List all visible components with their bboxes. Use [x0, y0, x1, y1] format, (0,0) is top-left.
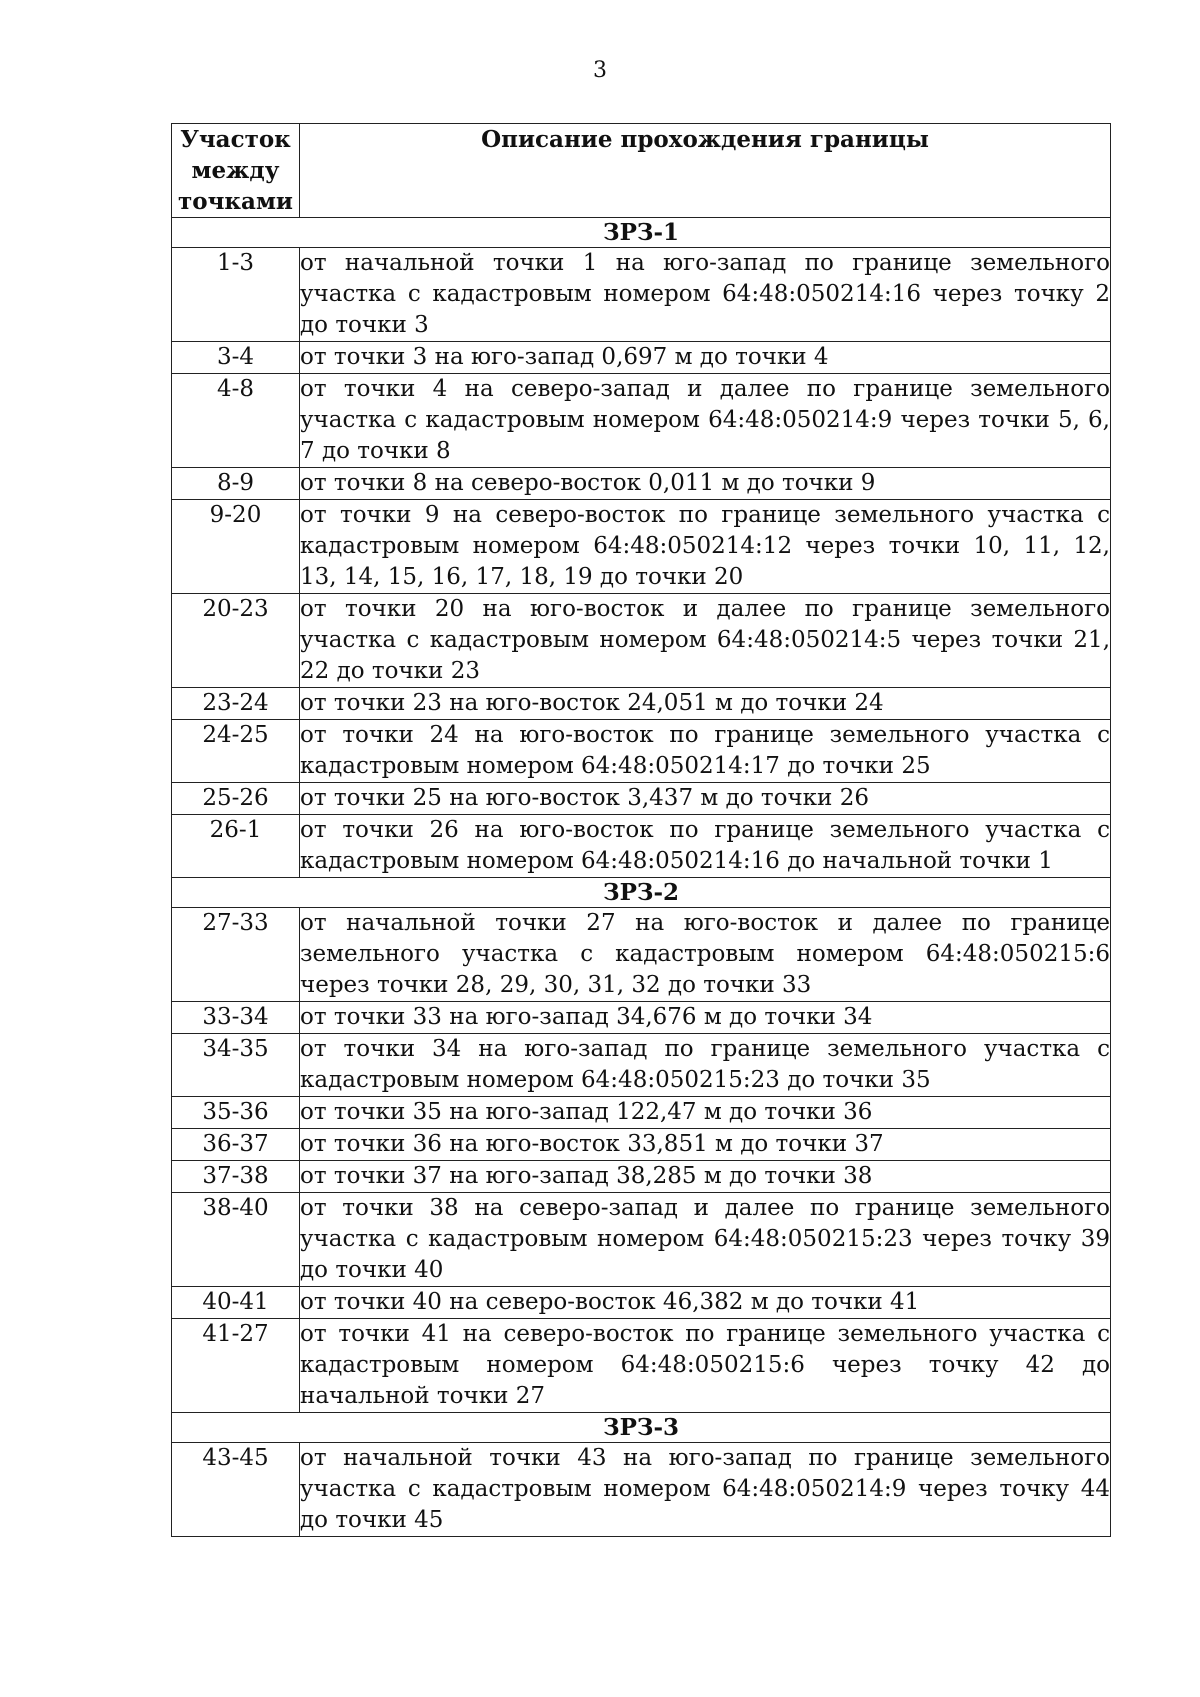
table-row [172, 783, 1111, 815]
segment-cell: 37-38 [172, 1161, 300, 1193]
table-row [172, 1002, 1111, 1034]
table-row [172, 720, 1111, 783]
description-cell: от точки 25 на юго-восток 3,437 м до точки 26 [300, 783, 1111, 815]
description-cell: от точки 8 на северо-восток 0,011 м до точки 9 [300, 468, 1111, 500]
description-cell: от точки 37 на юго-запад 38,285 м до точки 38 [300, 1161, 1111, 1193]
zone-title: ЗРЗ-2 [172, 878, 1111, 908]
table-body [172, 218, 1111, 1537]
description-cell: от точки 20 на юго-восток и далее по границе земельного участка с кадастровым номером 64:48:050214:5 через точки 21, 22 до точки 23 [300, 594, 1111, 688]
table-row [172, 1287, 1111, 1319]
table-row [172, 1443, 1111, 1537]
segment-cell: 27-33 [172, 908, 300, 1002]
description-cell: от точки 35 на юго-запад 122,47 м до точки 36 [300, 1097, 1111, 1129]
table-header-row [172, 124, 1111, 218]
description-cell: от точки 24 на юго-восток по границе земельного участка с кадастровым номером 64:48:050214:17 до точки 25 [300, 720, 1111, 783]
table-row [172, 1161, 1111, 1193]
segment-cell: 38-40 [172, 1193, 300, 1287]
segment-cell: 26-1 [172, 815, 300, 878]
segment-cell: 3-4 [172, 342, 300, 374]
table-row [172, 815, 1111, 878]
description-cell: от точки 33 на юго-запад 34,676 м до точки 34 [300, 1002, 1111, 1034]
table-row [172, 594, 1111, 688]
segment-cell: 34-35 [172, 1034, 300, 1097]
page-number: 3 [593, 58, 607, 83]
description-cell: от точки 41 на северо-восток по границе земельного участка с кадастровым номером 64:48:050215:6 через точку 42 до начальной точки 27 [300, 1319, 1111, 1413]
description-cell: от точки 38 на северо-запад и далее по границе земельного участка с кадастровым номером 64:48:050215:23 через точку 39 до точки 40 [300, 1193, 1111, 1287]
table-row [172, 342, 1111, 374]
description-cell: от точки 9 на северо-восток по границе земельного участка с кадастровым номером 64:48:050214:12 через точки 10, 11, 12, 13, 14, 15, 16, 17, 18, 19 до точки 20 [300, 500, 1111, 594]
table-row [172, 248, 1111, 342]
segment-cell: 35-36 [172, 1097, 300, 1129]
segment-cell: 24-25 [172, 720, 300, 783]
segment-cell: 8-9 [172, 468, 300, 500]
zone-title: ЗРЗ-3 [172, 1413, 1111, 1443]
segment-cell: 4-8 [172, 374, 300, 468]
zone-header-row [172, 218, 1111, 248]
segment-cell: 20-23 [172, 594, 300, 688]
description-cell: от начальной точки 27 на юго-восток и далее по границе земельного участка с кадастровым номером 64:48:050215:6 через точки 28, 29, 30, 31, 32 до точки 33 [300, 908, 1111, 1002]
segment-cell: 9-20 [172, 500, 300, 594]
segment-cell: 1-3 [172, 248, 300, 342]
segment-cell: 25-26 [172, 783, 300, 815]
segment-cell: 33-34 [172, 1002, 300, 1034]
segment-cell: 43-45 [172, 1443, 300, 1537]
table-row [172, 1129, 1111, 1161]
zone-title: ЗРЗ-1 [172, 218, 1111, 248]
table-row [172, 500, 1111, 594]
description-cell: от начальной точки 43 на юго-запад по границе земельного участка с кадастровым номером 64:48:050214:9 через точку 44 до точки 45 [300, 1443, 1111, 1537]
zone-header-row [172, 878, 1111, 908]
description-cell: от точки 36 на юго-восток 33,851 м до точки 37 [300, 1129, 1111, 1161]
table-row [172, 1097, 1111, 1129]
column-header-segment: Участок между точками [172, 124, 300, 218]
segment-cell: 23-24 [172, 688, 300, 720]
table-row [172, 374, 1111, 468]
description-cell: от точки 40 на северо-восток 46,382 м до точки 41 [300, 1287, 1111, 1319]
description-cell: от точки 26 на юго-восток по границе земельного участка с кадастровым номером 64:48:050214:16 до начальной точки 1 [300, 815, 1111, 878]
segment-cell: 40-41 [172, 1287, 300, 1319]
table-row [172, 688, 1111, 720]
table-row [172, 908, 1111, 1002]
description-cell: от начальной точки 1 на юго-запад по границе земельного участка с кадастровым номером 64:48:050214:16 через точку 2 до точки 3 [300, 248, 1111, 342]
table-row [172, 468, 1111, 500]
table-row [172, 1034, 1111, 1097]
table-row [172, 1193, 1111, 1287]
column-header-description: Описание прохождения границы [300, 124, 1111, 218]
table-row [172, 1319, 1111, 1413]
boundary-table [171, 123, 1111, 1537]
segment-cell: 41-27 [172, 1319, 300, 1413]
description-cell: от точки 4 на северо-запад и далее по границе земельного участка с кадастровым номером 64:48:050214:9 через точки 5, 6, 7 до точки 8 [300, 374, 1111, 468]
segment-cell: 36-37 [172, 1129, 300, 1161]
description-cell: от точки 23 на юго-восток 24,051 м до точки 24 [300, 688, 1111, 720]
description-cell: от точки 3 на юго-запад 0,697 м до точки 4 [300, 342, 1111, 374]
description-cell: от точки 34 на юго-запад по границе земельного участка с кадастровым номером 64:48:050215:23 до точки 35 [300, 1034, 1111, 1097]
zone-header-row [172, 1413, 1111, 1443]
